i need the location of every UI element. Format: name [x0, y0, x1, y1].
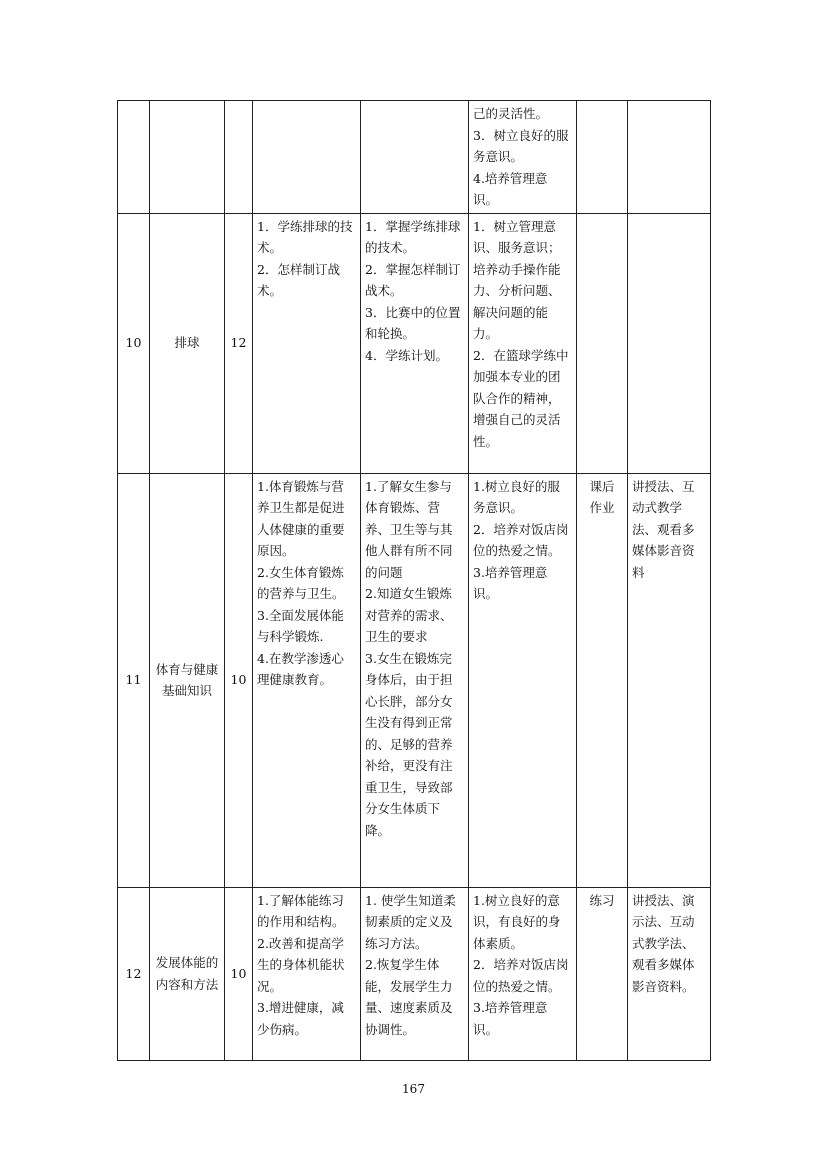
cell-quality-line: 1.树立良好的意识，有良好的身体素质。 — [473, 892, 561, 951]
cell-homework: 课后作业 — [577, 473, 628, 887]
cell-objectives-line: 1.了解女生参与体育锻炼、营养、卫生等与其他人群有所不同的问题 — [365, 478, 453, 580]
table-body — [118, 101, 711, 1061]
cell-content — [253, 473, 361, 887]
cell-name: 体育与健康基础知识 — [150, 473, 225, 887]
cell-quality-line: 3.培养管理意识。 — [473, 1000, 548, 1037]
cell-method: 讲授法、演示法、互动式教学法、观看多媒体影音资料。 — [628, 887, 711, 1060]
cell-objectives-line: 4．学练计划。 — [365, 347, 448, 363]
cell-quality-line: 2．培养对饭店岗位的热爱之情。 — [473, 957, 569, 994]
cell-hours: 12 — [225, 213, 253, 473]
cell-content-line: 1.了解体能练习的作用和结构。 — [257, 892, 345, 929]
cell-content-line: 4.在教学渗透心理健康教育。 — [257, 650, 344, 687]
cell-content-line: 3.增进健康，减少伤病。 — [257, 1000, 344, 1037]
cell-objectives-line: 1．掌握学练排球的技术。 — [365, 218, 461, 255]
cell-method: 讲授法、互动式教学法、观看多媒体影音资料 — [628, 473, 711, 887]
cell-content-line: 2.改善和提高学生的身体机能状况。 — [257, 935, 345, 994]
cell-method — [628, 101, 711, 214]
cell-content — [253, 887, 361, 1060]
cell-objectives-line: 2.恢复学生体能，发展学生力量、速度素质及协调性。 — [365, 957, 453, 1037]
cell-objectives-line: 2．掌握怎样制订战术。 — [365, 261, 461, 298]
cell-quality — [469, 101, 577, 214]
cell-quality-line: 2．培养对饭店岗位的热爱之情。 — [473, 521, 569, 558]
cell-content-line: 3.全面发展体能与科学锻炼. — [257, 607, 344, 644]
table-row — [118, 213, 711, 473]
table-row — [118, 101, 711, 214]
cell-objectives — [361, 473, 469, 887]
table-row — [118, 473, 711, 887]
cell-content — [253, 101, 361, 214]
cell-name: 发展体能的内容和方法 — [150, 887, 225, 1060]
cell-objectives-line: 3.女生在锻炼完身体后，由于担心长胖，部分女生没有得到正常的、足够的营养补给，更没有注重卫生，导致部分女生体质下降。 — [365, 650, 453, 838]
table-row — [118, 887, 711, 1060]
cell-hours — [225, 101, 253, 214]
cell-no: 10 — [118, 213, 150, 473]
cell-objectives-line: 2.知道女生锻炼对营养的需求、卫生的要求 — [365, 586, 453, 644]
curriculum-table — [117, 100, 711, 1061]
cell-objectives — [361, 101, 469, 214]
cell-no: 11 — [118, 473, 150, 887]
cell-content-line: 1．学练排球的技术。 — [257, 218, 353, 255]
cell-quality-line: 4.培养管理意识。 — [473, 170, 548, 207]
page-number: 167 — [402, 1082, 425, 1096]
cell-content-line: 2.女生体育锻炼的营养与卫生。 — [257, 564, 345, 601]
cell-content — [253, 213, 361, 473]
cell-homework — [577, 101, 628, 214]
cell-quality-line: 1.树立良好的服务意识。 — [473, 478, 560, 515]
cell-objectives-line: 1. 使学生知道柔韧素质的定义及练习方法。 — [365, 892, 456, 951]
cell-method — [628, 213, 711, 473]
cell-quality — [469, 213, 577, 473]
cell-content-line: 1.体育锻炼与营养卫生都是促进人体健康的重要原因。 — [257, 478, 345, 558]
cell-quality-line: 3．树立良好的服务意识。 — [473, 127, 569, 164]
cell-hours: 10 — [225, 473, 253, 887]
cell-quality — [469, 887, 577, 1060]
cell-quality-line: 1．树立管理意识、服务意识；培养动手操作能力、分析问题、解决问题的能力。 — [473, 218, 561, 341]
cell-homework — [577, 213, 628, 473]
cell-objectives — [361, 887, 469, 1060]
cell-content-line: 2．怎样制订战术。 — [257, 261, 340, 298]
cell-quality-line: 3.培养管理意识。 — [473, 564, 548, 601]
cell-objectives — [361, 213, 469, 473]
cell-no: 12 — [118, 887, 150, 1060]
cell-name — [150, 101, 225, 214]
cell-no — [118, 101, 150, 214]
cell-objectives-line: 3．比赛中的位置和轮换。 — [365, 304, 461, 341]
cell-quality — [469, 473, 577, 887]
cell-quality-line: 己的灵活性。 — [473, 106, 549, 121]
cell-homework: 练习 — [577, 887, 628, 1060]
cell-hours: 10 — [225, 887, 253, 1060]
cell-quality-line: 2．在篮球学练中加强本专业的团队合作的精神，增强自己的灵活性。 — [473, 347, 569, 449]
cell-name: 排球 — [150, 213, 225, 473]
